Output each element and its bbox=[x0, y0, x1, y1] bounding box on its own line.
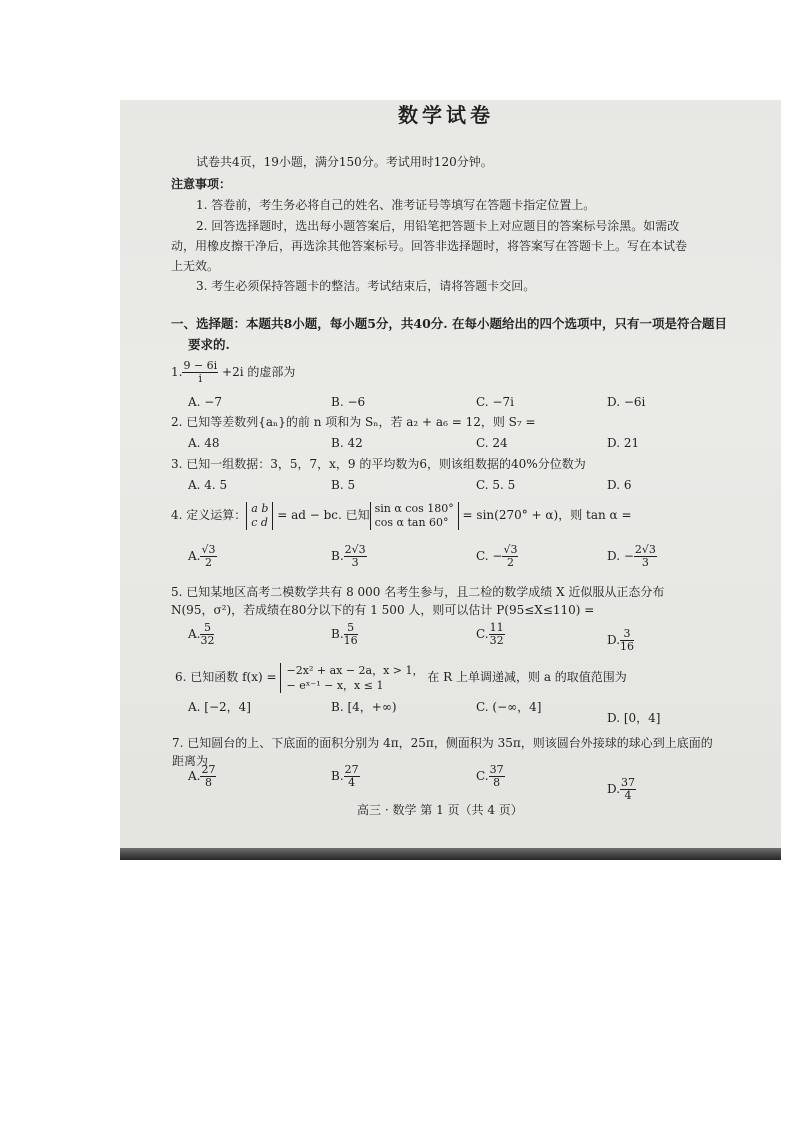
q4-c-num: √3 bbox=[503, 543, 518, 556]
q3-option-b: B. 5 bbox=[331, 478, 356, 492]
photo-dark-edge bbox=[120, 848, 781, 860]
q7-d-num: 37 bbox=[621, 776, 636, 789]
q2-option-b: B. 42 bbox=[331, 436, 363, 450]
q5-b-num: 5 bbox=[344, 622, 358, 635]
q1-number: 1. bbox=[171, 365, 183, 379]
section-heading-line1: 一、选择题：本题共8小题，每小题5分，共40分. 在每小题给出的四个选项中，只有一项是符合题目 bbox=[171, 316, 727, 331]
q5-d-num: 3 bbox=[620, 628, 634, 641]
q7-c-den: 8 bbox=[493, 776, 501, 789]
q7-b-num: 27 bbox=[344, 763, 359, 776]
q4-option-a bbox=[188, 542, 217, 570]
q4-d-label: D. − bbox=[607, 549, 634, 563]
q4-c-fraction bbox=[502, 544, 518, 569]
q6-piecewise bbox=[280, 663, 424, 693]
q1-option-b: B. −6 bbox=[331, 395, 366, 409]
q1-fraction-numerator: 9 − 6i bbox=[183, 359, 218, 372]
question-2-stem: 2. 已知等差数列{aₙ}的前 n 项和为 Sₙ，若 a₂ + a₆ = 12，则 S₇ = bbox=[171, 415, 536, 429]
q7-b-label: B. bbox=[331, 769, 344, 783]
q6-tail: 在 R 上单调递减，则 a 的取值范围为 bbox=[427, 670, 627, 684]
notice-1: 1. 答卷前，考生务必将自己的姓名、准考证号等填写在答题卡指定位置上。 bbox=[196, 198, 596, 212]
q6-option-d: D. [0，4] bbox=[607, 711, 661, 725]
q5-d-den: 16 bbox=[620, 640, 635, 653]
q4-a-num: √3 bbox=[201, 543, 216, 556]
q6-case-2: − eˣ⁻¹ − x，x ≤ 1 bbox=[286, 678, 384, 692]
q5-c-num: 11 bbox=[489, 621, 504, 634]
q5-b-den: 16 bbox=[343, 634, 358, 647]
q7-d-den: 4 bbox=[624, 789, 632, 802]
notice-heading: 注意事项： bbox=[171, 177, 232, 191]
notice-3: 3. 考生必须保持答题卡的整洁。考试结束后，请将答题卡交回。 bbox=[196, 279, 536, 293]
q1-option-c: C. −7i bbox=[476, 395, 514, 409]
q4-option-b bbox=[331, 542, 367, 570]
page-footer: 高三 · 数学 第 1 页（共 4 页） bbox=[357, 803, 523, 817]
q5-b-fraction bbox=[344, 622, 358, 647]
notice-2-line2: 动，用橡皮擦干净后，再选涂其他答案标号。回答非选择题时，将答案写在答题卡上。写在本试卷 bbox=[171, 239, 688, 253]
q4-a-label: A. bbox=[188, 549, 201, 563]
question-7-line1: 7. 已知圆台的上、下底面的面积分别为 4π，25π，侧面积为 35π，则该圆台外接球的球心到上底面的 bbox=[172, 736, 713, 750]
q5-a-label: A. bbox=[188, 627, 201, 641]
q7-option-b bbox=[331, 762, 360, 790]
q1-fraction-denominator: i bbox=[198, 372, 203, 385]
q3-option-d: D. 6 bbox=[607, 478, 632, 492]
q4-a-den: 2 bbox=[204, 556, 212, 569]
q4-b-den: 3 bbox=[351, 556, 359, 569]
q4-det1-row1: a b bbox=[251, 501, 269, 515]
q4-d-fraction bbox=[634, 544, 657, 569]
q4-a-fraction bbox=[200, 544, 216, 569]
section-heading-line2: 要求的. bbox=[188, 337, 230, 352]
q6-option-a: A. [−2，4] bbox=[188, 700, 251, 714]
q5-d-label: D. bbox=[607, 633, 621, 647]
q7-c-fraction bbox=[489, 764, 505, 789]
q4-b-num: 2√3 bbox=[344, 543, 366, 556]
q7-c-num: 37 bbox=[489, 763, 504, 776]
q4-determinant-given bbox=[370, 502, 459, 530]
q4-option-d bbox=[607, 542, 657, 570]
q6-case-1: −2x² + ax − 2a，x > 1， bbox=[286, 663, 424, 677]
q5-a-den: 32 bbox=[200, 634, 215, 647]
q7-c-label: C. bbox=[476, 769, 489, 783]
q7-b-den: 4 bbox=[348, 776, 356, 789]
q7-a-num: 27 bbox=[201, 763, 216, 776]
q6-option-c: C. (−∞，4] bbox=[476, 700, 542, 714]
q7-a-fraction bbox=[200, 764, 216, 789]
q3-option-a: A. 4. 5 bbox=[188, 478, 228, 492]
page-title: 数学试卷 bbox=[398, 103, 494, 127]
q5-option-d bbox=[607, 626, 634, 654]
q4-d-den: 3 bbox=[641, 556, 649, 569]
q7-d-fraction bbox=[620, 777, 636, 802]
q5-c-fraction bbox=[489, 622, 505, 647]
q4-det1-row2: c d bbox=[251, 515, 268, 529]
question-3-stem: 3. 已知一组数据：3，5，7，x，9 的平均数为6，则该组数据的40%分位数为 bbox=[171, 457, 586, 471]
q4-b-fraction bbox=[344, 544, 367, 569]
q7-b-fraction bbox=[344, 764, 360, 789]
q4-det2-row1: sin α cos 180° bbox=[374, 501, 454, 515]
q2-option-a: A. 48 bbox=[188, 436, 220, 450]
q7-option-a bbox=[188, 762, 216, 790]
q4-det2-row2: cos α tan 60° bbox=[374, 515, 449, 529]
q4-c-label: C. − bbox=[476, 549, 503, 563]
q5-c-den: 32 bbox=[489, 634, 504, 647]
notice-2-line3: 上无效。 bbox=[171, 259, 220, 273]
q5-option-b bbox=[331, 620, 358, 648]
q4-determinant-definition bbox=[246, 502, 273, 530]
question-4-stem bbox=[171, 497, 632, 533]
q2-option-c: C. 24 bbox=[476, 436, 508, 450]
q7-a-label: A. bbox=[188, 769, 201, 783]
exam-intro: 试卷共4页，19小题，满分150分。考试用时120分钟。 bbox=[196, 155, 493, 169]
q5-b-label: B. bbox=[331, 627, 344, 641]
q6-option-b: B. [4，+∞) bbox=[331, 700, 397, 714]
q5-c-label: C. bbox=[476, 627, 489, 641]
q1-rest: +2i 的虚部为 bbox=[222, 365, 296, 379]
q1-option-a: A. −7 bbox=[188, 395, 222, 409]
question-7-line2: 距离为 bbox=[172, 754, 209, 768]
notice-2-line1: 2. 回答选择题时，选出每小题答案后，用铅笔把答题卡上对应题目的答案标号涂黑。如需改 bbox=[196, 219, 680, 233]
q7-option-c bbox=[476, 762, 505, 790]
q4-tail: = sin(270° + α)，则 tan α = bbox=[462, 508, 632, 522]
q7-a-den: 8 bbox=[204, 776, 212, 789]
q7-d-label: D. bbox=[607, 782, 621, 796]
q4-lead: 4. 定义运算： bbox=[171, 508, 247, 522]
q5-d-fraction bbox=[620, 628, 634, 653]
question-6-stem bbox=[175, 660, 627, 694]
q4-option-c bbox=[476, 542, 518, 570]
q5-a-num: 5 bbox=[200, 622, 214, 635]
q4-b-label: B. bbox=[331, 549, 344, 563]
q2-option-d: D. 21 bbox=[607, 436, 640, 450]
q1-fraction bbox=[182, 360, 218, 385]
q3-option-c: C. 5. 5 bbox=[476, 478, 516, 492]
question-5-line1: 5. 已知某地区高考二模数学共有 8 000 名考生参与，且二检的数学成绩 X 近似服从正态分布 bbox=[171, 585, 665, 599]
q7-option-d bbox=[607, 775, 636, 803]
q5-option-a bbox=[188, 620, 214, 648]
q6-lead: 6. 已知函数 f(x) = bbox=[175, 670, 277, 684]
q5-a-fraction bbox=[200, 622, 214, 647]
q4-c-den: 2 bbox=[506, 556, 514, 569]
q4-middle: = ad − bc. 已知 bbox=[277, 508, 370, 522]
question-1-stem bbox=[171, 358, 295, 386]
q4-d-num: 2√3 bbox=[634, 543, 656, 556]
q5-option-c bbox=[476, 620, 505, 648]
q1-option-d: D. −6i bbox=[607, 395, 646, 409]
question-5-line2: N(95，σ²)，若成绩在80分以下的有 1 500 人，则可以估计 P(95≤X≤110) = bbox=[171, 603, 595, 617]
